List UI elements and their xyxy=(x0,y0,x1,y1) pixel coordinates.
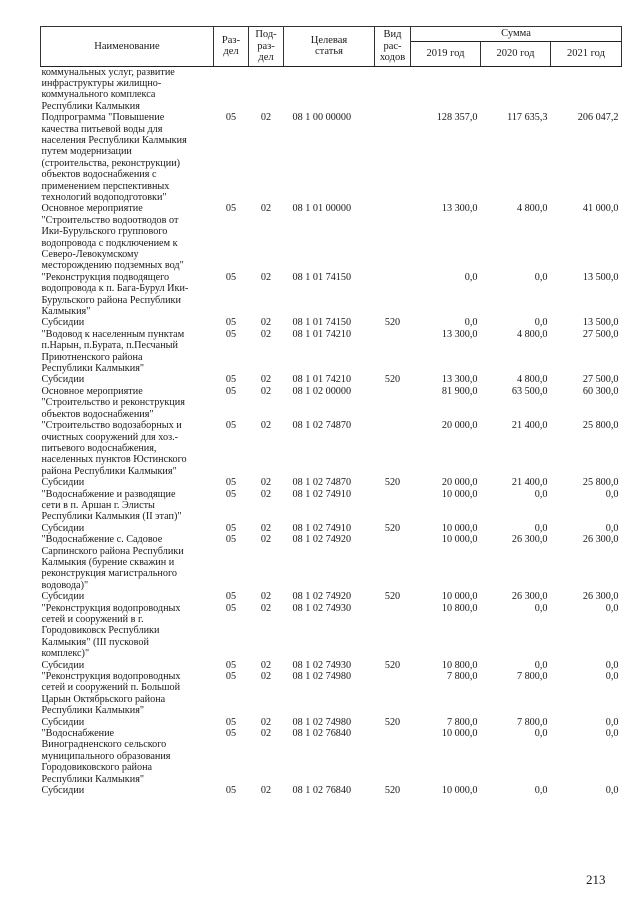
row-target xyxy=(284,66,375,112)
table-header xyxy=(41,27,622,67)
row-subsection: 02 xyxy=(260,477,272,489)
row-name: Субсидии xyxy=(41,659,85,671)
header-year-2021: 2021 год xyxy=(551,41,622,66)
row-value-2020: 4 800,0 xyxy=(516,203,548,215)
row-value-2021: 13 500,0 xyxy=(582,271,619,283)
row-name: "Водоснабжение и разводящие сети в п. Аршан г. Элисты Республики Калмыкия (II этап)" xyxy=(41,488,182,523)
row-section: 05 xyxy=(225,317,237,329)
row-value-2021: 0,0 xyxy=(605,728,619,740)
row-expense-type: 520 xyxy=(384,716,401,728)
row-name: "Водоснабжение с. Садовое Сарпинского района Республики Калмыкия (бурение скважин и реконструкция магистрального водовода)" xyxy=(41,534,184,591)
row-value-2019 xyxy=(411,66,481,112)
table-row xyxy=(41,386,622,420)
row-target: 08 1 01 74210 xyxy=(292,374,352,386)
row-section: 05 xyxy=(225,602,237,614)
table-body xyxy=(41,66,622,797)
row-value-2021 xyxy=(551,66,622,112)
row-value-2020: 0,0 xyxy=(534,659,548,671)
row-section: 05 xyxy=(225,271,237,283)
row-target: 08 1 02 74910 xyxy=(292,488,352,500)
table-row xyxy=(41,523,622,534)
row-value-2020: 0,0 xyxy=(534,488,548,500)
row-name: "Строительство водозаборных и очистных сооружений для хоз.- питьевого водоснабжения, населенных пунктов Юстинского района Республики Калмыкия" xyxy=(41,420,187,477)
row-subsection: 02 xyxy=(260,716,272,728)
row-name: Субсидии xyxy=(41,522,85,534)
row-target: 08 1 02 76840 xyxy=(292,785,352,797)
row-value-2019: 20 000,0 xyxy=(441,477,478,489)
row-subsection: 02 xyxy=(260,488,272,500)
header-name: Наименование xyxy=(41,27,214,67)
table-row xyxy=(41,489,622,523)
table-row xyxy=(41,329,622,375)
table-row xyxy=(41,728,622,785)
row-value-2021: 0,0 xyxy=(605,671,619,683)
row-expense-type: 520 xyxy=(384,522,401,534)
row-value-2019: 7 800,0 xyxy=(446,671,478,683)
row-target: 08 1 02 74930 xyxy=(292,602,352,614)
row-value-2019: 0,0 xyxy=(464,317,478,329)
table-row xyxy=(41,785,622,796)
table-row xyxy=(41,671,622,717)
row-value-2021: 0,0 xyxy=(605,602,619,614)
row-value-2020: 4 800,0 xyxy=(516,374,548,386)
row-subsection: 02 xyxy=(260,112,272,124)
row-expense-type xyxy=(375,272,411,318)
row-section: 05 xyxy=(225,716,237,728)
row-value-2021: 41 000,0 xyxy=(582,203,619,215)
table-row xyxy=(41,660,622,671)
row-target: 08 1 02 74870 xyxy=(292,420,352,432)
budget-table xyxy=(40,26,622,797)
row-target: 08 1 02 74980 xyxy=(292,716,352,728)
row-expense-type: 520 xyxy=(384,659,401,671)
row-name: Субсидии xyxy=(41,477,85,489)
row-value-2020: 21 400,0 xyxy=(511,420,548,432)
header-section: Раз- дел xyxy=(214,27,249,67)
row-value-2021: 26 300,0 xyxy=(582,591,619,603)
row-value-2021: 60 300,0 xyxy=(582,385,619,397)
row-value-2020: 4 800,0 xyxy=(516,328,548,340)
row-section: 05 xyxy=(225,203,237,215)
row-section: 05 xyxy=(225,671,237,683)
row-section: 05 xyxy=(225,534,237,546)
row-value-2019: 10 800,0 xyxy=(441,602,478,614)
row-name: Субсидии xyxy=(41,716,85,728)
row-expense-type: 520 xyxy=(384,374,401,386)
row-name: Субсидии xyxy=(41,591,85,603)
table-row xyxy=(41,477,622,488)
table-row xyxy=(41,603,622,660)
row-name: "Водовод к населенным пунктам п.Нарын, п.Бурата, п.Песчаный Приютненского района Республики Калмыкия" xyxy=(41,328,185,375)
header-target: Целевая статья xyxy=(284,27,375,67)
row-value-2021: 0,0 xyxy=(605,716,619,728)
row-subsection: 02 xyxy=(260,591,272,603)
row-value-2019: 10 000,0 xyxy=(441,534,478,546)
row-section: 05 xyxy=(225,591,237,603)
row-expense-type xyxy=(375,112,411,203)
row-subsection: 02 xyxy=(260,659,272,671)
row-value-2020: 0,0 xyxy=(534,602,548,614)
row-target: 08 1 02 74920 xyxy=(292,534,352,546)
row-value-2020 xyxy=(481,66,551,112)
row-expense-type xyxy=(375,66,411,112)
row-value-2019: 10 000,0 xyxy=(441,522,478,534)
header-sum: Сумма xyxy=(411,27,622,42)
row-value-2021: 13 500,0 xyxy=(582,317,619,329)
row-section: 05 xyxy=(225,420,237,432)
row-value-2020: 26 300,0 xyxy=(511,534,548,546)
table-row xyxy=(41,591,622,602)
row-expense-type xyxy=(375,603,411,660)
row-target: 08 1 02 74910 xyxy=(292,522,352,534)
row-target: 08 1 00 00000 xyxy=(292,112,352,124)
row-expense-type xyxy=(375,534,411,591)
table-row xyxy=(41,66,622,112)
row-section: 05 xyxy=(225,728,237,740)
row-value-2019: 81 900,0 xyxy=(441,385,478,397)
row-value-2019: 13 300,0 xyxy=(441,374,478,386)
row-target: 08 1 02 76840 xyxy=(292,728,352,740)
row-subsection: 02 xyxy=(260,328,272,340)
row-value-2021: 25 800,0 xyxy=(582,420,619,432)
header-year-2019: 2019 год xyxy=(411,41,481,66)
row-name: "Реконструкция водопроводных сетей и сооружений в г. Городовиковск Республики Калмыкия" (III пусковой комплекс)" xyxy=(41,602,181,660)
header-expense-type: Вид рас- ходов xyxy=(375,27,411,67)
row-value-2020: 26 300,0 xyxy=(511,591,548,603)
row-section: 05 xyxy=(225,659,237,671)
row-subsection: 02 xyxy=(260,602,272,614)
table-row xyxy=(41,534,622,591)
row-name: "Водоснабжение Виноградненского сельского муниципального образования Городовиковского района Республики Калмыкия" xyxy=(41,728,171,785)
row-section: 05 xyxy=(225,488,237,500)
row-value-2021: 27 500,0 xyxy=(582,374,619,386)
row-section: 05 xyxy=(225,112,237,124)
table-row xyxy=(41,374,622,385)
row-subsection: 02 xyxy=(260,420,272,432)
row-subsection xyxy=(249,66,284,112)
row-section: 05 xyxy=(225,785,237,797)
row-value-2019: 128 357,0 xyxy=(436,112,478,124)
row-subsection: 02 xyxy=(260,203,272,215)
row-subsection: 02 xyxy=(260,385,272,397)
row-value-2019: 7 800,0 xyxy=(446,716,478,728)
row-subsection: 02 xyxy=(260,785,272,797)
row-target: 08 1 02 74930 xyxy=(292,659,352,671)
page-number: 213 xyxy=(586,872,606,887)
row-target: 08 1 02 74870 xyxy=(292,477,352,489)
row-value-2019: 10 800,0 xyxy=(441,659,478,671)
table-row xyxy=(41,203,622,271)
row-value-2021: 0,0 xyxy=(605,522,619,534)
table-row xyxy=(41,717,622,728)
row-subsection: 02 xyxy=(260,522,272,534)
row-target: 08 1 02 74980 xyxy=(292,671,352,683)
row-value-2021: 26 300,0 xyxy=(582,534,619,546)
header-year-2020: 2020 год xyxy=(481,41,551,66)
header-subsection: Под- раз- дел xyxy=(249,27,284,67)
row-expense-type xyxy=(375,329,411,375)
row-value-2021: 206 047,2 xyxy=(577,112,619,124)
row-target: 08 1 01 74210 xyxy=(292,328,352,340)
row-section: 05 xyxy=(225,385,237,397)
row-name: Субсидии xyxy=(41,374,85,386)
row-subsection: 02 xyxy=(260,374,272,386)
row-value-2020: 7 800,0 xyxy=(516,716,548,728)
row-value-2021: 0,0 xyxy=(605,659,619,671)
row-value-2019: 0,0 xyxy=(464,271,478,283)
row-name: Основное мероприятие "Строительство и реконструкция объектов водоснабжения" xyxy=(41,385,185,420)
row-value-2020: 0,0 xyxy=(534,728,548,740)
row-name: Субсидии xyxy=(41,785,85,797)
row-expense-type xyxy=(375,203,411,271)
row-value-2020: 0,0 xyxy=(534,522,548,534)
table-row xyxy=(41,272,622,318)
row-value-2019: 10 000,0 xyxy=(441,488,478,500)
row-value-2020: 63 500,0 xyxy=(511,385,548,397)
row-subsection: 02 xyxy=(260,534,272,546)
row-name: Основное мероприятие "Строительство водоотводов от Ики-Бурульского группового водопровода с подключением к Северо-Левокумскому месторождению подземных вод" xyxy=(41,203,184,272)
row-value-2020: 7 800,0 xyxy=(516,671,548,683)
row-value-2019: 10 000,0 xyxy=(441,591,478,603)
row-value-2021: 0,0 xyxy=(605,488,619,500)
row-value-2019: 20 000,0 xyxy=(441,420,478,432)
row-value-2019: 13 300,0 xyxy=(441,328,478,340)
row-value-2019: 10 000,0 xyxy=(441,728,478,740)
table-row xyxy=(41,317,622,328)
row-target: 08 1 01 00000 xyxy=(292,203,352,215)
row-target: 08 1 02 00000 xyxy=(292,385,352,397)
row-value-2020: 117 635,3 xyxy=(507,112,548,124)
row-section: 05 xyxy=(225,328,237,340)
row-subsection: 02 xyxy=(260,317,272,329)
row-expense-type xyxy=(375,420,411,477)
row-expense-type: 520 xyxy=(384,591,401,603)
row-value-2020: 21 400,0 xyxy=(511,477,548,489)
row-target: 08 1 02 74920 xyxy=(292,591,352,603)
row-value-2021: 25 800,0 xyxy=(582,477,619,489)
row-value-2021: 27 500,0 xyxy=(582,328,619,340)
row-value-2020: 0,0 xyxy=(534,785,548,797)
row-value-2021: 0,0 xyxy=(605,785,619,797)
row-value-2019: 10 000,0 xyxy=(441,785,478,797)
row-expense-type: 520 xyxy=(384,785,401,797)
row-value-2019: 13 300,0 xyxy=(441,203,478,215)
row-expense-type xyxy=(375,728,411,785)
row-section: 05 xyxy=(225,522,237,534)
row-expense-type xyxy=(375,489,411,523)
row-section: 05 xyxy=(225,477,237,489)
row-name: "Реконструкция подводящего водопровода к п. Бага-Бурул Ики- Бурульского района Республики Калмыкия" xyxy=(41,271,189,318)
row-expense-type: 520 xyxy=(384,317,401,329)
row-expense-type xyxy=(375,386,411,420)
row-target: 08 1 01 74150 xyxy=(292,271,352,283)
row-target: 08 1 01 74150 xyxy=(292,317,352,329)
row-section: 05 xyxy=(225,374,237,386)
row-name: коммунальных услуг, развитие инфраструктуры жилищно- коммунального комплекса Республики Калмыкия xyxy=(41,66,175,112)
row-section xyxy=(214,66,249,112)
row-name: Подпрограмма "Повышение качества питьевой воды для населения Республики Калмыкия путем модернизации (строительства, реконструкции) объектов водоснабжения с применением перспективных технологий водоподготовки" xyxy=(41,112,187,203)
row-value-2020: 0,0 xyxy=(534,317,548,329)
row-expense-type xyxy=(375,671,411,717)
table-row xyxy=(41,112,622,203)
row-subsection: 02 xyxy=(260,728,272,740)
row-subsection: 02 xyxy=(260,671,272,683)
row-expense-type: 520 xyxy=(384,477,401,489)
row-name: "Реконструкция водопроводных сетей и сооружений п. Большой Царын Октябрьского района Республики Калмыкия" xyxy=(41,671,181,717)
row-subsection: 02 xyxy=(260,271,272,283)
table-row xyxy=(41,420,622,477)
row-name: Субсидии xyxy=(41,317,85,329)
row-value-2020: 0,0 xyxy=(534,271,548,283)
